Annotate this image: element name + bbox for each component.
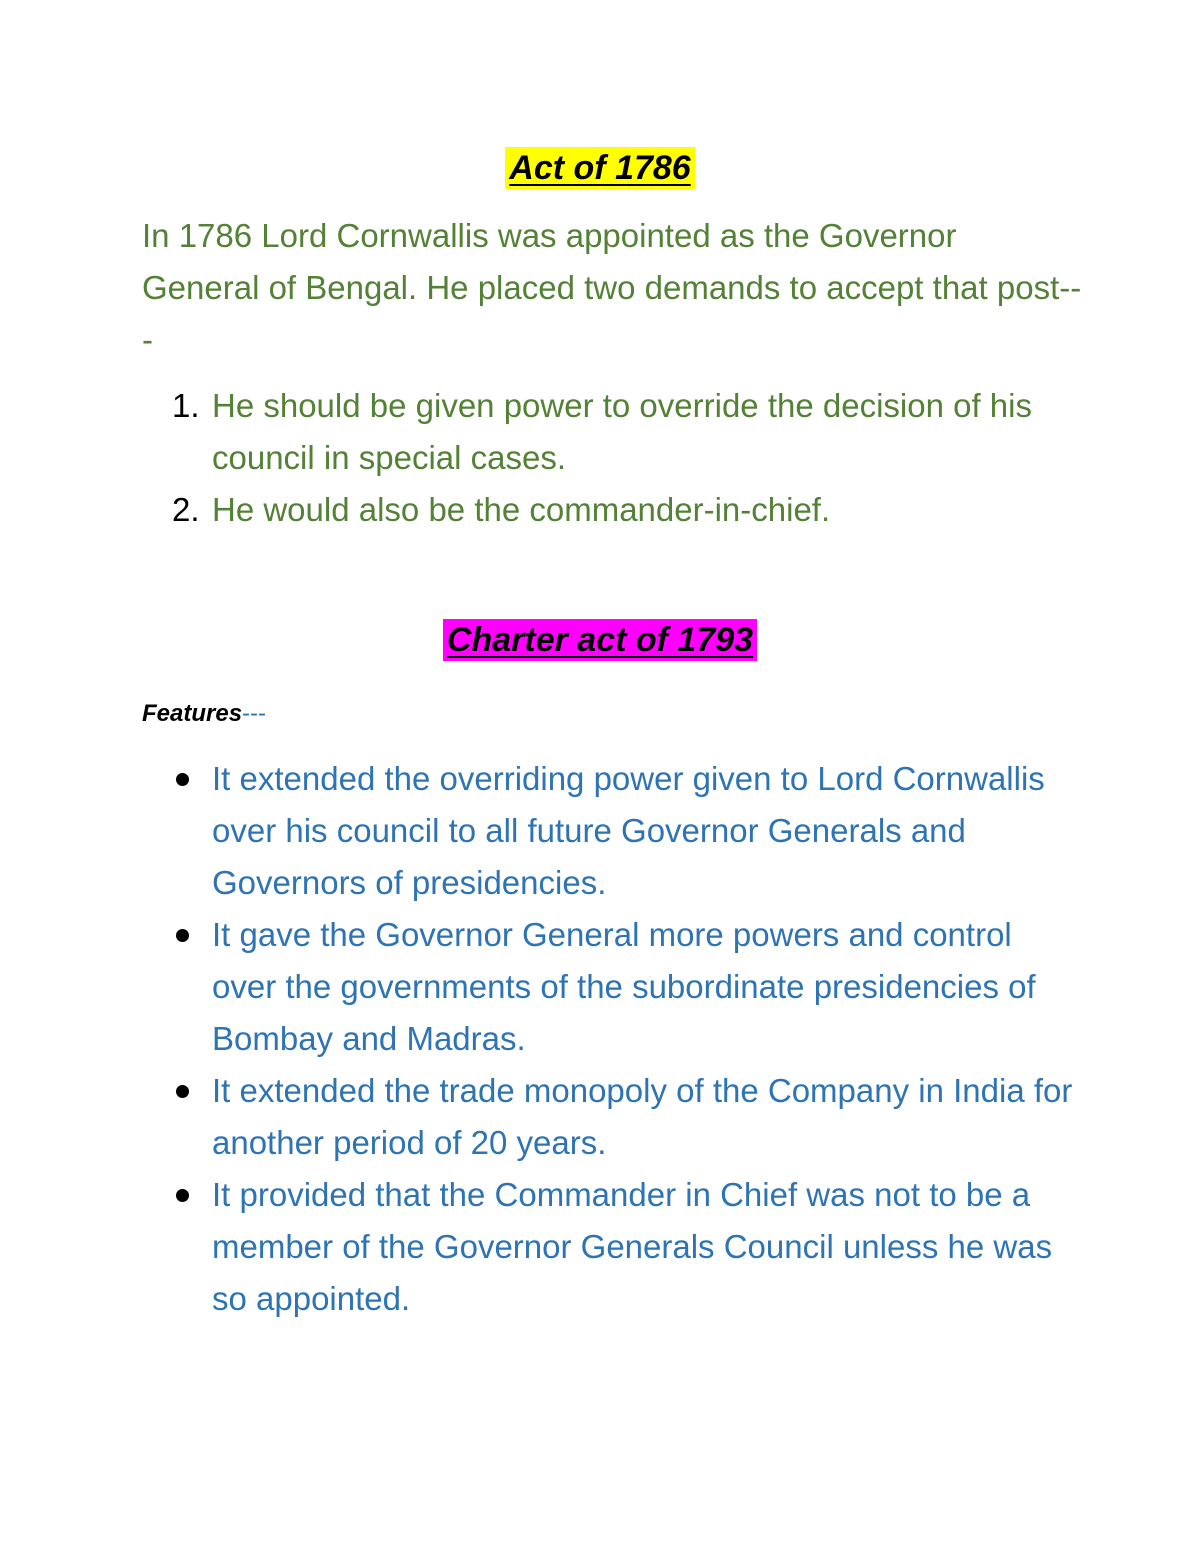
list-item-text: It provided that the Commander in Chief was not to be a member of the Governor Generals Council unless he was so appointed. bbox=[212, 1176, 1053, 1317]
list-item bbox=[142, 1169, 1082, 1325]
list-number: 1. bbox=[172, 387, 200, 424]
bullet-icon bbox=[176, 1189, 189, 1202]
list-item-text: It extended the overriding power given to Lord Cornwallis over his council to all future Governor Generals and Governors of presidencies. bbox=[212, 760, 1045, 901]
list-item bbox=[142, 753, 1082, 909]
features-dash: --- bbox=[242, 700, 267, 727]
heading-act-1786 bbox=[0, 146, 1200, 190]
list-item bbox=[142, 909, 1082, 1065]
list-item bbox=[142, 1065, 1082, 1169]
list-item-text: It gave the Governor General more powers and control over the governments of the subordinate presidencies of Bombay and Madras. bbox=[212, 916, 1036, 1057]
list-item bbox=[142, 484, 1082, 536]
bullet-icon bbox=[176, 929, 189, 942]
heading-charter-act-1793-text: Charter act of 1793 bbox=[443, 619, 757, 661]
list-item bbox=[142, 380, 1082, 484]
bullet-icon bbox=[176, 1085, 189, 1098]
bullet-icon bbox=[176, 773, 189, 786]
heading-act-1786-text: Act of 1786 bbox=[505, 147, 694, 189]
demands-list bbox=[142, 380, 1082, 536]
heading-charter-act-1793 bbox=[0, 618, 1200, 662]
list-item-text: It extended the trade monopoly of the Company in India for another period of 20 years. bbox=[212, 1072, 1073, 1161]
list-item-text: He should be given power to override the decision of his council in special cases. bbox=[212, 387, 1032, 476]
list-item-text: He would also be the commander-in-chief. bbox=[212, 491, 831, 528]
list-number: 2. bbox=[172, 491, 200, 528]
features-list bbox=[142, 753, 1082, 1325]
features-label-text: Features bbox=[142, 700, 243, 727]
intro-paragraph: In 1786 Lord Cornwallis was appointed as the Governor General of Bengal. He placed two demands to accept that post--- bbox=[142, 217, 1082, 358]
features-label bbox=[142, 696, 266, 732]
